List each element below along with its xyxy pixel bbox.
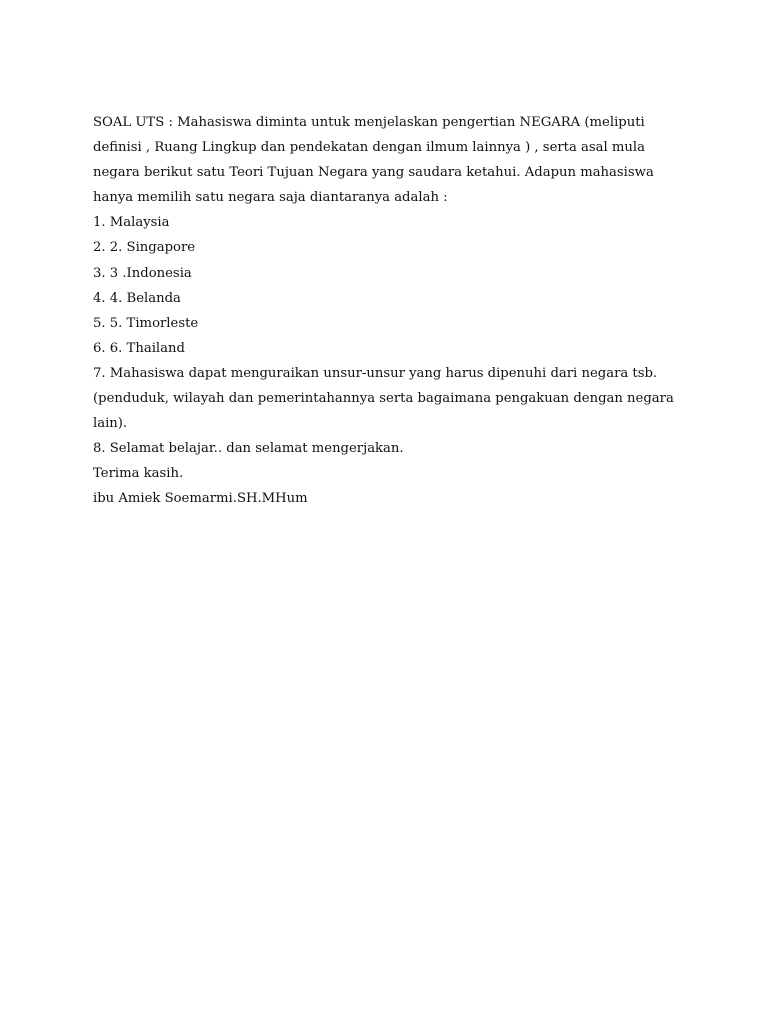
closing-text: Terima kasih. [93,466,184,482]
instruction-item-8: 8. Selamat belajar.. dan selamat mengerjakan. [93,441,404,457]
question-line: SOAL UTS : Mahasiswa diminta untuk menjelaskan pengertian NEGARA (meliputi [93,115,645,130]
list-item-thailand: 6. 6. Thailand [93,340,185,356]
list-item-timorleste: 5. 5. Timorleste [93,315,199,331]
question-line: definisi , Ruang Lingkup dan pendekatan dengan ilmum lainnya ) , serta asal mula [93,140,646,156]
instruction-item-7: 7. Mahasiswa dapat menguraikan unsur-unsur yang harus dipenuhi dari negara tsb. [93,365,658,381]
list-item-malaysia: 1. Malaysia [93,215,170,231]
signature-text: ibu Amiek Soemarmi.SH.MHum [93,491,308,507]
document-body [93,110,683,512]
list-item-singapore: 2. 2. Singapore [93,240,196,256]
list-item-belanda: 4. 4. Belanda [93,290,181,306]
instruction-item-7: (penduduk, wilayah dan pemerintahannya serta bagaimana pengakuan dengan negara [93,391,674,407]
question-line: hanya memilih satu negara saja diantaranya adalah : [93,190,448,206]
question-line: negara berikut satu Teori Tujuan Negara yang saudara ketahui. Adapun mahasiswa [93,165,654,181]
instruction-item-7: lain). [93,416,128,432]
list-item-indonesia: 3. 3 .Indonesia [93,265,192,281]
